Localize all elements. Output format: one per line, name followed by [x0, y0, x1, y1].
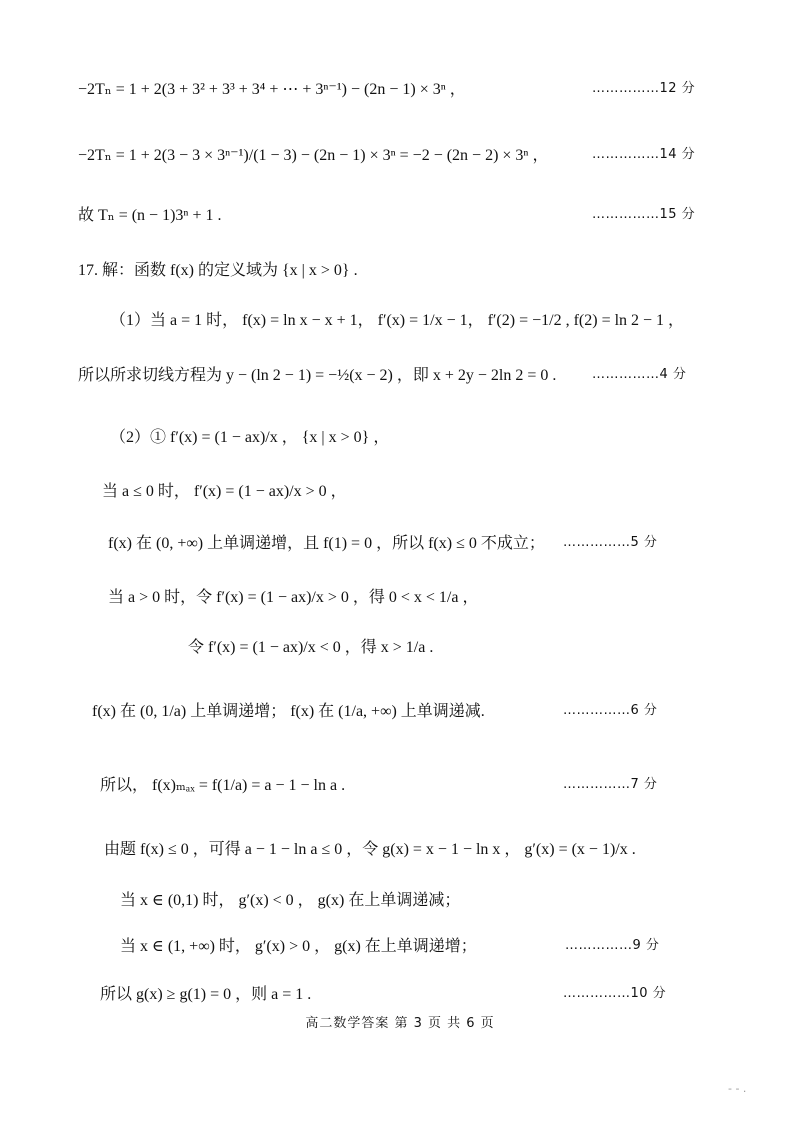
score-marker: ……………14 分 [592, 147, 696, 162]
math-expression: f(x) 在 (0, 1/a) 上单调递增； f(x) 在 (1/a, +∞) 上单调递减. [92, 703, 485, 720]
score-marker: ……………5 分 [563, 535, 658, 550]
math-expression: 当 a > 0 时，令 f′(x) = (1 − ax)/x > 0 ，得 0 < x < 1/a ， [108, 589, 479, 606]
math-expression: （1）当 a = 1 时， f(x) = ln x − x + 1， f′(x) = 1/x − 1， f′(2) = −1/2 , f(2) = ln 2 − 1 ， [110, 312, 685, 329]
math-expression: 当 x ∈ (0,1) 时， g′(x) < 0 ， g(x) 在上单调递减； [120, 892, 461, 909]
math-expression: 所以 g(x) ≥ g(1) = 0 ，则 a = 1 . [100, 986, 312, 1003]
score-marker: ……………12 分 [592, 81, 696, 96]
score-marker: ……………15 分 [592, 207, 696, 222]
score-marker: ……………7 分 [563, 777, 658, 792]
corner-mark: - - . [728, 1082, 747, 1095]
score-marker: ……………6 分 [563, 703, 658, 718]
math-expression: 当 x ∈ (1, +∞) 时， g′(x) > 0 ， g(x) 在上单调递增； [120, 938, 477, 955]
score-marker: ……………10 分 [563, 986, 667, 1001]
math-expression: −2Tₙ = 1 + 2(3 + 3² + 3³ + 3⁴ + ⋯ + 3ⁿ⁻¹) − (2n − 1) × 3ⁿ ， [78, 81, 466, 98]
math-expression: 所以所求切线方程为 y − (ln 2 − 1) = −½(x − 2) ，即 x + 2y − 2ln 2 = 0 . [78, 367, 557, 384]
math-expression: f(x) 在 (0, +∞) 上单调递增，且 f(1) = 0 ，所以 f(x) ≤ 0 不成立； [108, 535, 545, 552]
math-expression: 由题 f(x) ≤ 0 ，可得 a − 1 − ln a ≤ 0 ，令 g(x) = x − 1 − ln x ， g′(x) = (x − 1)/x . [104, 841, 636, 858]
math-expression: （2）① f′(x) = (1 − ax)/x ， {x | x > 0} ， [110, 429, 390, 446]
score-marker: ……………9 分 [565, 938, 660, 953]
math-expression: −2Tₙ = 1 + 2(3 − 3 × 3ⁿ⁻¹)/(1 − 3) − (2n − 1) × 3ⁿ = −2 − (2n − 2) × 3ⁿ ， [78, 147, 549, 164]
score-marker: ……………4 分 [592, 367, 687, 382]
math-expression: 令 f′(x) = (1 − ax)/x < 0 ，得 x > 1/a . [188, 639, 434, 656]
math-expression: 17. 解：函数 f(x) 的定义域为 {x | x > 0} . [78, 262, 358, 279]
math-expression: 故 Tₙ = (n − 1)3ⁿ + 1 . [78, 207, 222, 224]
math-expression: 所以， f(x)ₘₐₓ = f(1/a) = a − 1 − ln a . [100, 777, 346, 794]
math-expression: 当 a ≤ 0 时， f′(x) = (1 − ax)/x > 0 ， [102, 483, 347, 500]
page-footer: 高二数学答案 第 3 页 共 6 页 [305, 1016, 495, 1031]
